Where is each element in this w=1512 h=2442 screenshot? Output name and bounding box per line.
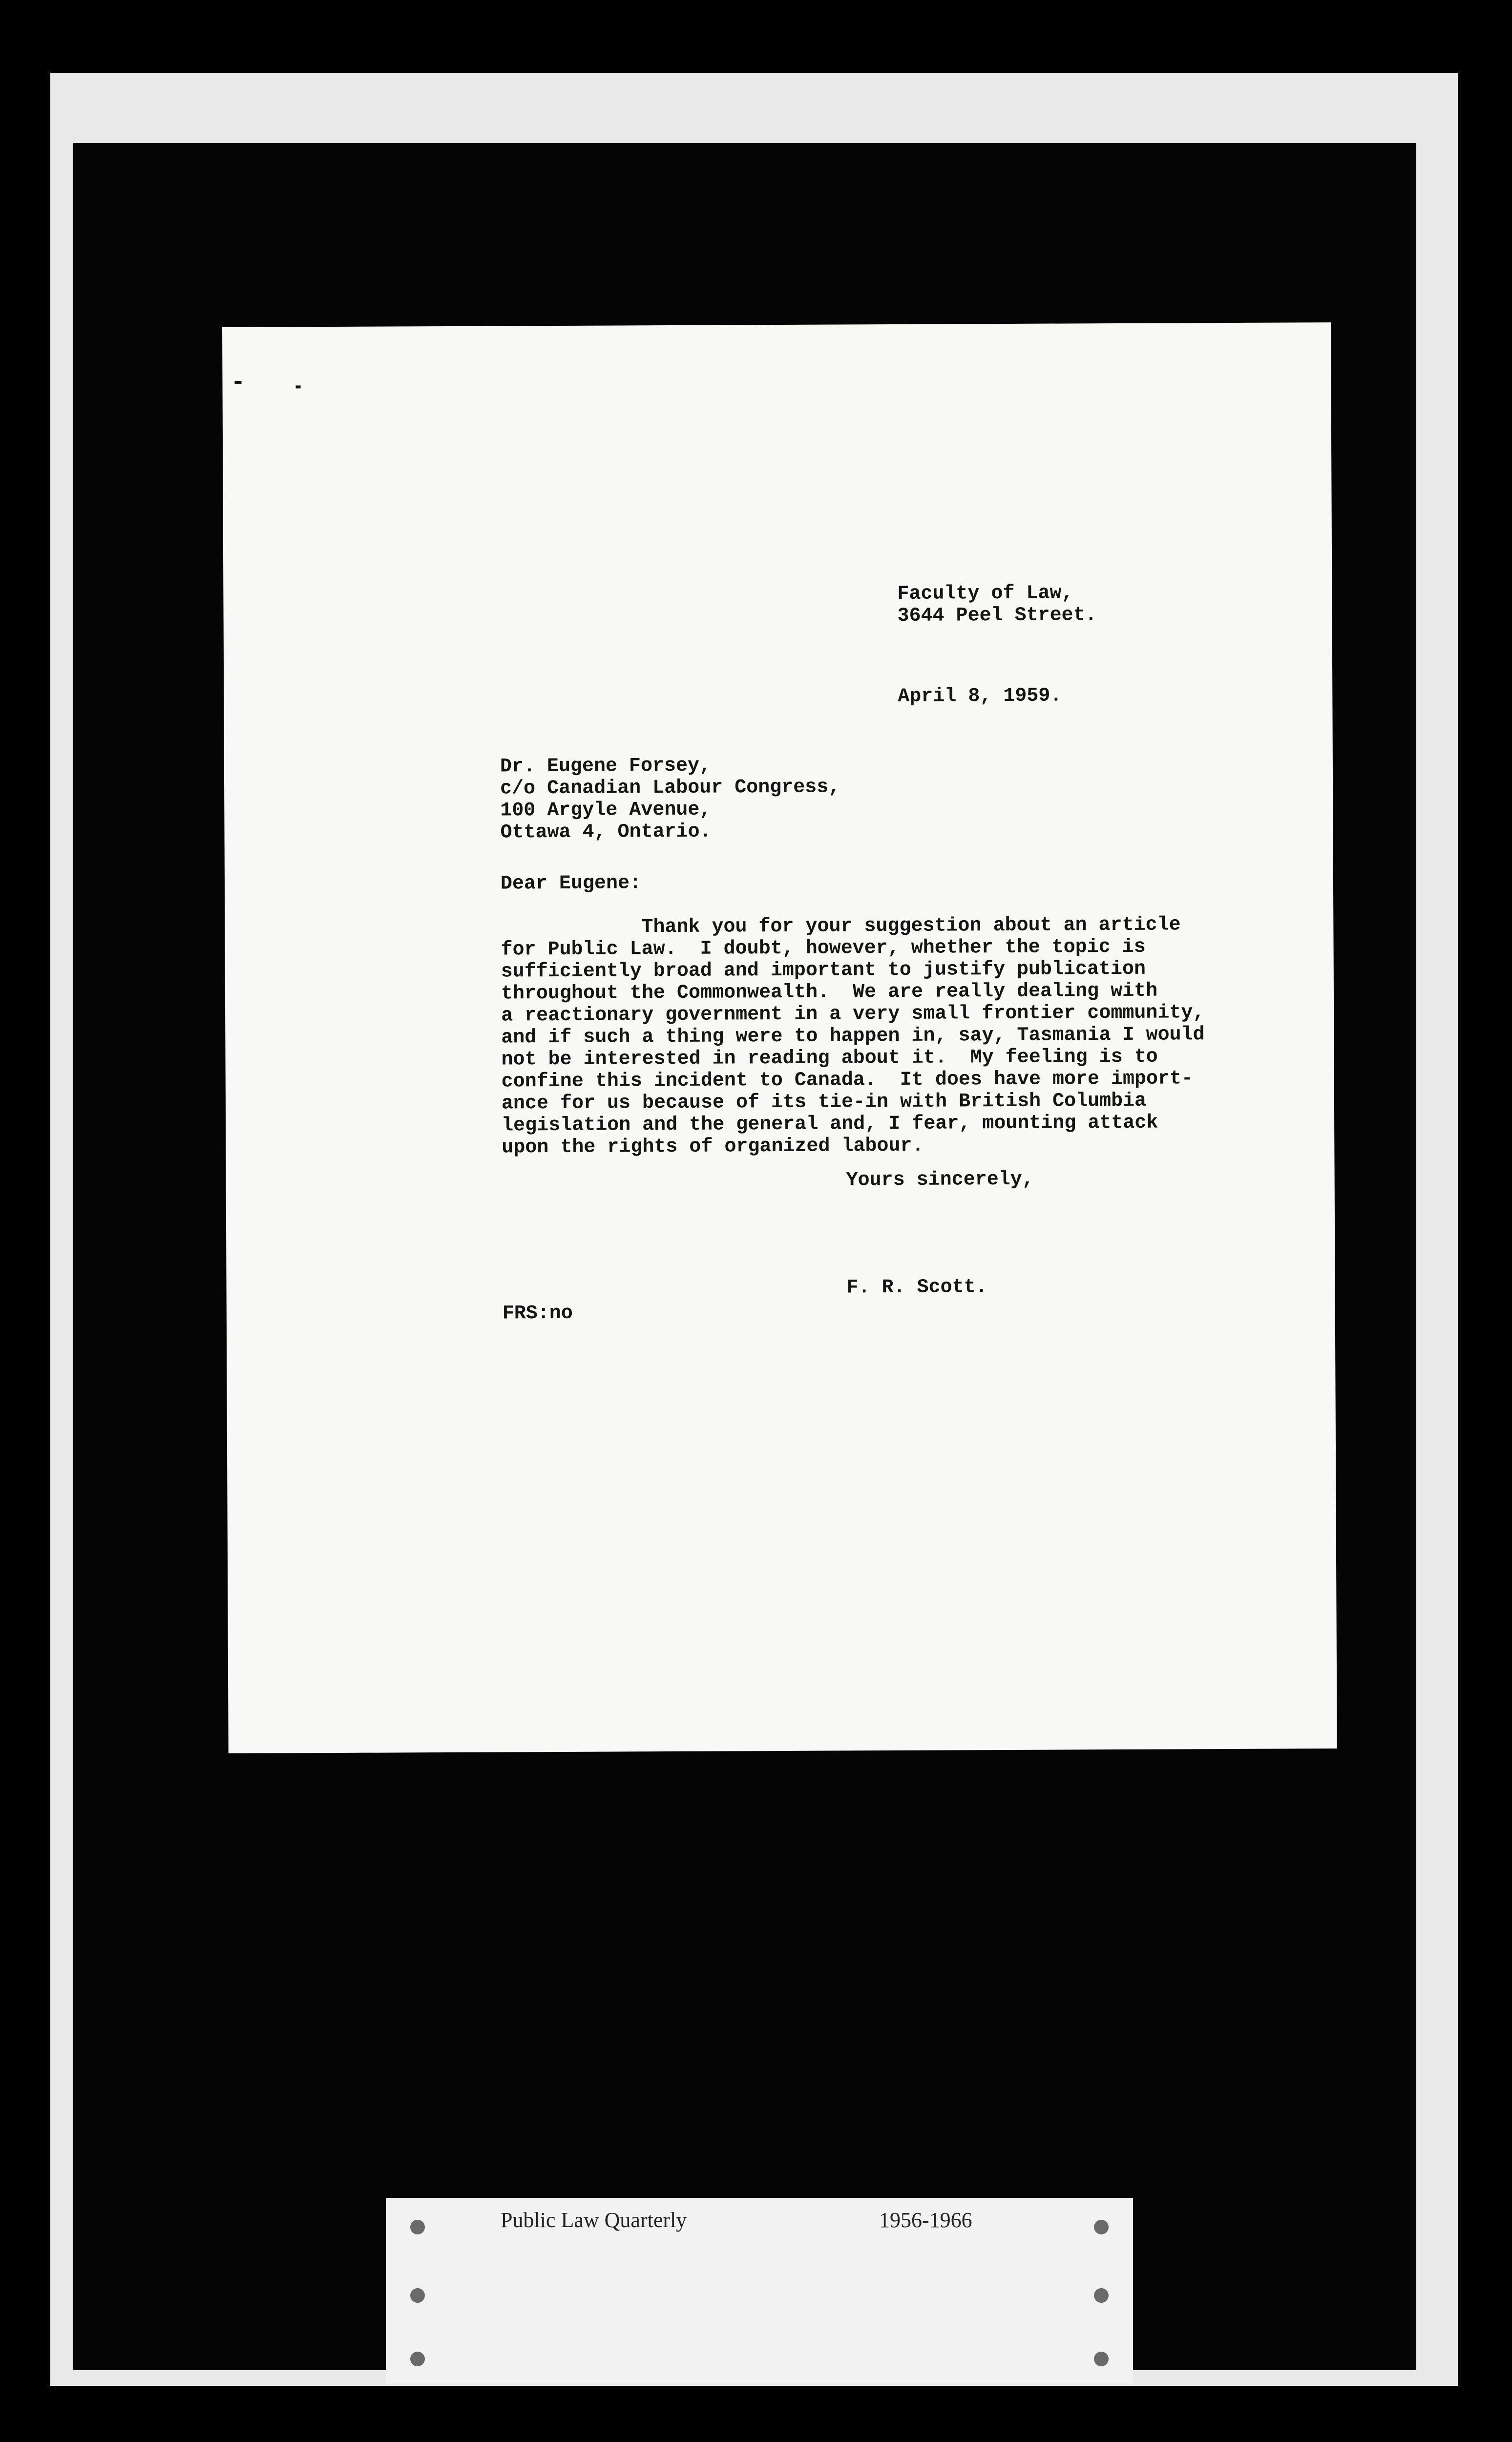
typist-initials: FRS:no [502,1302,573,1325]
salutation: Dear Eugene: [500,872,642,895]
body-line: and if such a thing were to happen in, say, Tasmania I would [501,1024,1205,1049]
scan-speck [234,381,241,384]
return-address [897,582,1096,627]
closing: Yours sincerely, [846,1168,1034,1192]
punch-hole-icon [1094,2220,1109,2234]
body-line: sufficiently broad and important to justify publication [501,958,1146,983]
body-line: ance for us because of its tie-in with British Columbia [501,1090,1147,1115]
archive-label [386,2198,1133,2383]
body-line: Thank you for your suggestion about an article [501,914,1181,939]
recipient-line: c/o Canadian Labour Congress, [500,776,840,800]
recipient-line: Ottawa 4, Ontario. [500,821,712,844]
recipient-address [500,754,840,843]
body-line: throughout the Commonwealth. We are really dealing with [501,980,1158,1005]
return-address-line: 3644 Peel Street. [897,604,1097,627]
letter-page [222,322,1337,1753]
body-line: upon the rights of organized labour. [502,1135,924,1159]
signature: F. R. Scott. [846,1276,987,1299]
recipient-line: 100 Argyle Avenue, [500,799,712,822]
body-line: a reactionary government in a very small frontier community, [501,1002,1205,1027]
archive-label-title: Public Law Quarterly [501,2208,687,2232]
punch-hole-icon [410,2220,425,2234]
punch-hole-icon [410,2288,425,2303]
return-address-line: Faculty of Law, [897,582,1073,605]
body-line: confine this incident to Canada. It does have more import- [501,1068,1194,1093]
letter-body [501,914,1205,1158]
scan-speck [296,385,301,388]
letter-date: April 8, 1959. [898,685,1062,708]
punch-hole-icon [1094,2352,1109,2366]
punch-hole-icon [1094,2288,1109,2303]
body-line: for Public Law. I doubt, however, whether the topic is [501,936,1146,961]
body-line: not be interested in reading about it. My feeling is to [501,1046,1158,1071]
archive-label-years: 1956-1966 [879,2208,972,2232]
body-line: legislation and the general and, I fear, mounting attack [502,1112,1158,1137]
punch-hole-icon [410,2352,425,2366]
recipient-line: Dr. Eugene Forsey, [500,755,712,778]
